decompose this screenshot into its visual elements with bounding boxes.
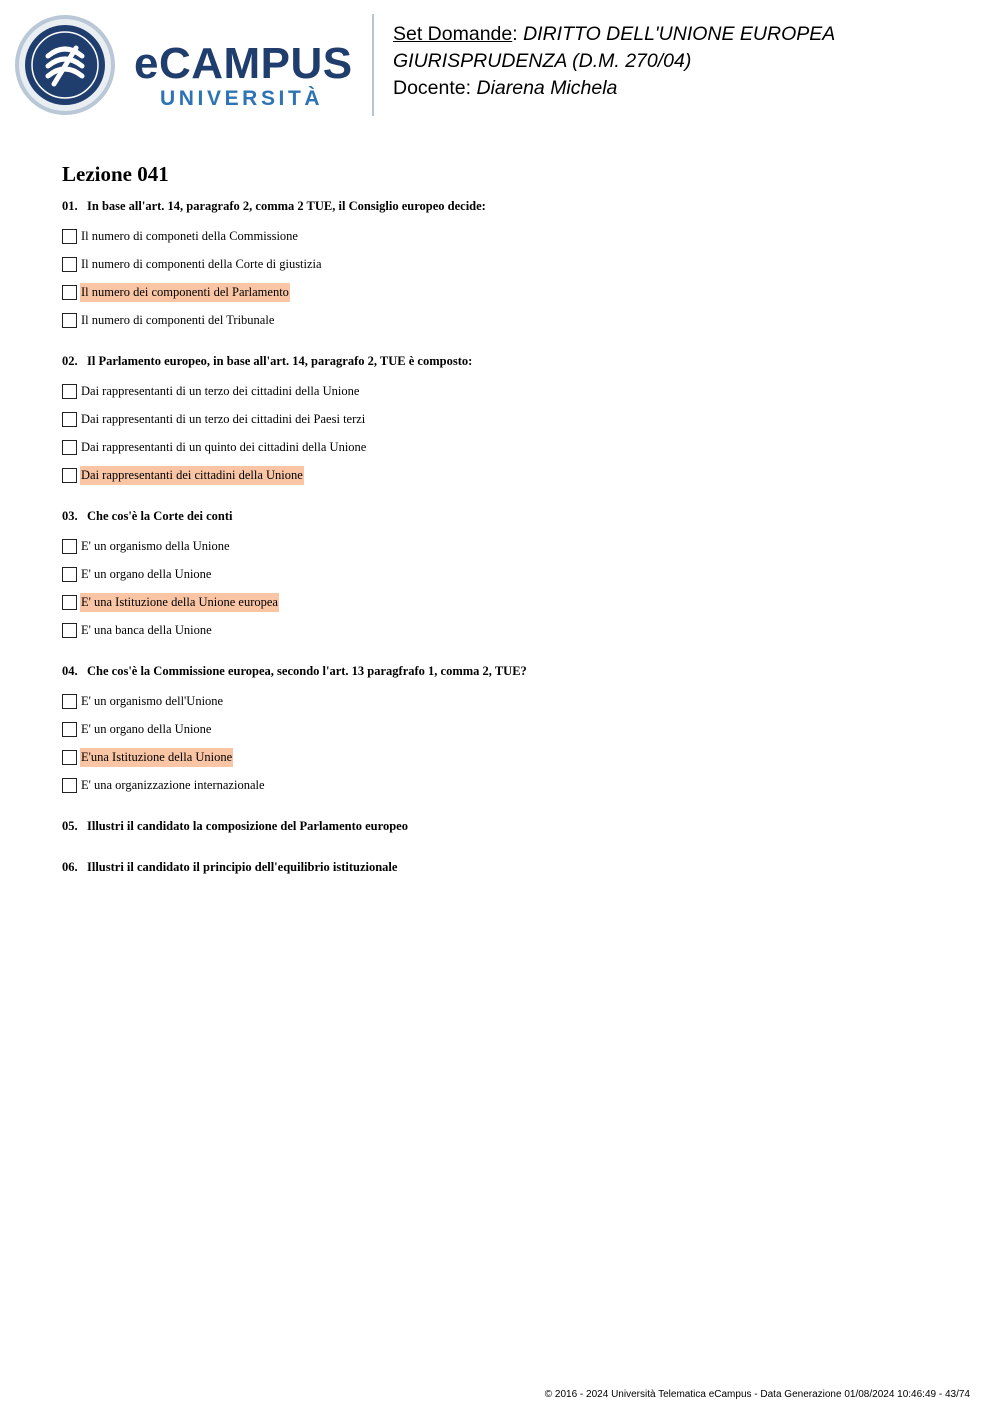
question-text: Illustri il candidato la composizione del Parlamento europeo (87, 819, 408, 833)
page-header (0, 0, 1000, 130)
checkbox-icon[interactable] (62, 257, 77, 272)
answer-option[interactable] (62, 250, 962, 278)
checkbox-icon[interactable] (62, 694, 77, 709)
answer-option[interactable] (62, 306, 962, 334)
answer-text-highlighted: E'una Istituzione della Unione (80, 748, 233, 767)
program-line (393, 48, 835, 75)
checkbox-icon[interactable] (62, 623, 77, 638)
question-number: 01. (62, 199, 78, 213)
page-footer: © 2016 - 2024 Università Telematica eCampus - Data Generazione 01/08/2024 10:46:49 - 43/74 (544, 1389, 970, 1400)
question-05 (62, 818, 962, 834)
answer-text: Dai rappresentanti di un terzo dei cittadini della Unione (81, 383, 360, 398)
checkbox-icon[interactable] (62, 595, 77, 610)
question-title (62, 353, 962, 369)
answer-option[interactable] (62, 222, 962, 250)
answer-option[interactable] (62, 715, 962, 743)
answer-option-correct[interactable] (62, 461, 962, 489)
question-text: Il Parlamento europeo, in base all'art. 14, paragrafo 2, TUE è composto: (87, 354, 473, 368)
answer-text: Il numero di componenti della Corte di giustizia (81, 256, 322, 271)
answer-option[interactable] (62, 377, 962, 405)
answer-option[interactable] (62, 405, 962, 433)
header-divider (372, 14, 374, 116)
checkbox-icon[interactable] (62, 539, 77, 554)
question-text: Che cos'è la Commissione europea, secondo l'art. 13 paragfrafo 1, comma 2, TUE? (87, 664, 527, 678)
answer-text: E' una organizzazione internazionale (81, 777, 265, 792)
checkbox-icon[interactable] (62, 285, 77, 300)
question-title (62, 198, 962, 214)
answer-text: E' un organo della Unione (81, 721, 212, 736)
checkbox-icon[interactable] (62, 384, 77, 399)
question-01 (62, 198, 962, 334)
answer-option[interactable] (62, 616, 962, 644)
course-program: GIURISPRUDENZA (D.M. 270/04) (393, 50, 692, 72)
teacher-name: Diarena Michela (476, 77, 618, 99)
teacher-label: Docente: (393, 77, 472, 99)
checkbox-icon[interactable] (62, 567, 77, 582)
question-text: Che cos'è la Corte dei conti (87, 509, 233, 523)
answer-option-correct[interactable] (62, 278, 962, 306)
question-number: 05. (62, 819, 78, 833)
question-number: 03. (62, 509, 78, 523)
ecampus-emblem-icon (14, 14, 116, 116)
answer-option[interactable] (62, 687, 962, 715)
question-title (62, 663, 962, 679)
answer-text-highlighted: E' una Istituzione della Unione europea (80, 593, 279, 612)
question-06 (62, 859, 962, 875)
answer-option[interactable] (62, 532, 962, 560)
answer-text: E' una banca della Unione (81, 622, 212, 637)
answer-option[interactable] (62, 560, 962, 588)
answer-text: Dai rappresentanti di un terzo dei cittadini dei Paesi terzi (81, 411, 366, 426)
lesson-title: Lezione 041 (62, 162, 169, 186)
checkbox-icon[interactable] (62, 440, 77, 455)
question-02 (62, 353, 962, 489)
answer-text: E' un organismo della Unione (81, 538, 230, 553)
answer-text: E' un organo della Unione (81, 566, 212, 581)
checkbox-icon[interactable] (62, 750, 77, 765)
question-title (62, 508, 962, 524)
teacher-line (393, 75, 835, 102)
answer-text: Il numero di componeti della Commissione (81, 228, 298, 243)
set-label: Set Domande (393, 23, 513, 45)
question-number: 04. (62, 664, 78, 678)
answer-text: Il numero di componenti del Tribunale (81, 312, 275, 327)
question-04 (62, 663, 962, 799)
checkbox-icon[interactable] (62, 412, 77, 427)
checkbox-icon[interactable] (62, 468, 77, 483)
question-title (62, 859, 962, 875)
header-info (393, 21, 835, 102)
answer-text: E' un organismo dell'Unione (81, 693, 224, 708)
question-number: 06. (62, 860, 78, 874)
answer-text-highlighted: Dai rappresentanti dei cittadini della Unione (80, 466, 304, 485)
answer-option[interactable] (62, 433, 962, 461)
logo-wordmark: eCAMPUS (134, 39, 353, 88)
checkbox-icon[interactable] (62, 778, 77, 793)
answer-option[interactable] (62, 771, 962, 799)
answer-text: Dai rappresentanti di un quinto dei cittadini della Unione (81, 439, 367, 454)
course-title: DIRITTO DELL'UNIONE EUROPEA (523, 23, 836, 45)
question-text: In base all'art. 14, paragrafo 2, comma 2 TUE, il Consiglio europeo decide: (87, 199, 486, 213)
answer-option-correct[interactable] (62, 588, 962, 616)
question-set (62, 162, 962, 900)
course-line: Set Domande: DIRITTO DELL'UNIONE EUROPEA (393, 23, 836, 45)
question-number: 02. (62, 354, 78, 368)
checkbox-icon[interactable] (62, 722, 77, 737)
checkbox-icon[interactable] (62, 313, 77, 328)
logo-subtitle: UNIVERSITÀ (160, 87, 324, 110)
answer-option-correct[interactable] (62, 743, 962, 771)
question-title (62, 818, 962, 834)
checkbox-icon[interactable] (62, 229, 77, 244)
question-03 (62, 508, 962, 644)
answer-text-highlighted: Il numero dei componenti del Parlamento (80, 283, 290, 302)
question-text: Illustri il candidato il principio dell'equilibrio istituzionale (87, 860, 398, 874)
